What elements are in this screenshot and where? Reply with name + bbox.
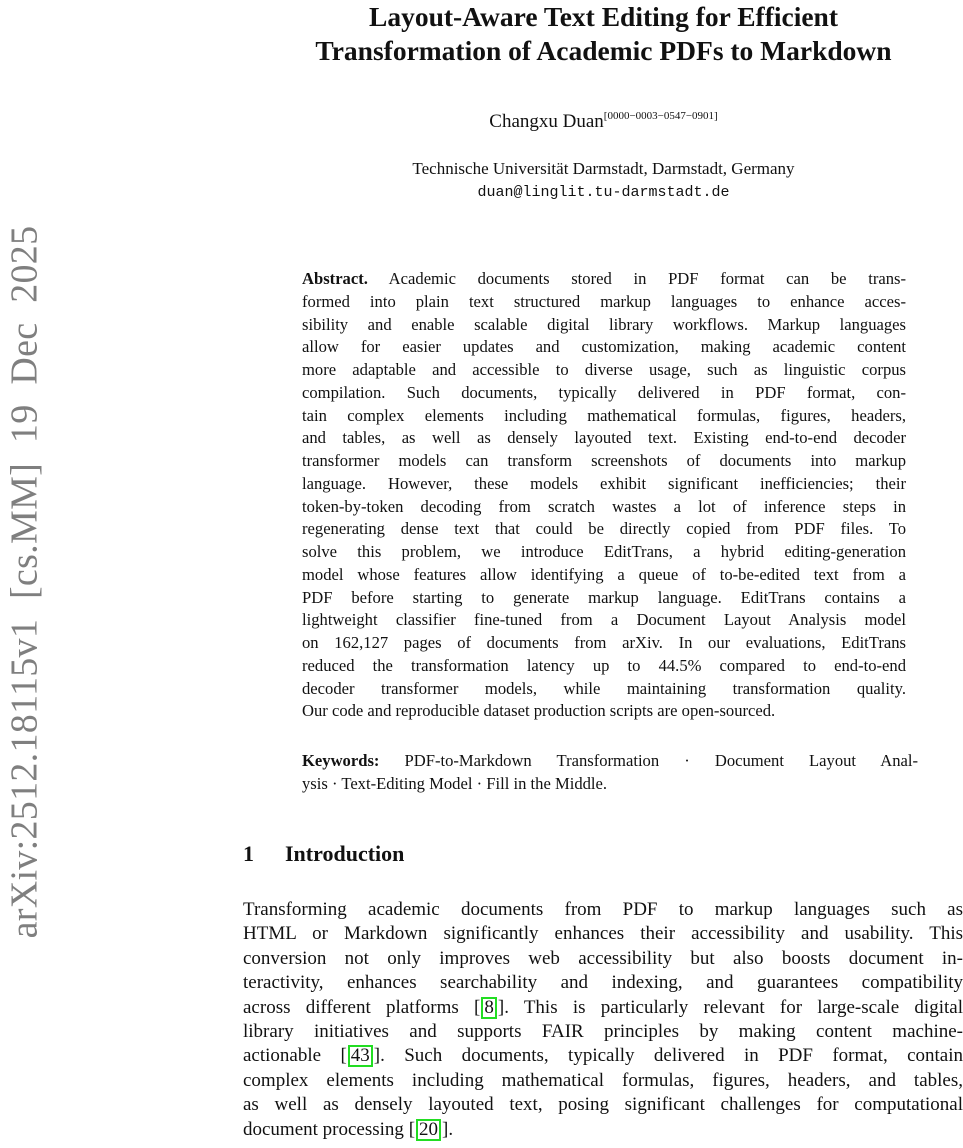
- abstract-line: solve this problem, we introduce EditTrans, a hybrid editing-generation: [302, 542, 906, 561]
- affiliation-block: [244, 157, 963, 205]
- abstract-line: PDF before starting to generate markup language. EditTrans contains a: [302, 587, 906, 607]
- citation-link[interactable]: 8: [481, 997, 497, 1019]
- arxiv-date: 19 Dec 2025: [3, 225, 46, 444]
- abstract-line: allow for easier updates and customization, making academic content: [302, 337, 906, 357]
- abstract-line: token-by-token decoding from scratch wastes a lot of inference steps in: [302, 496, 906, 516]
- citation-link[interactable]: 43: [348, 1045, 373, 1067]
- section-heading: [243, 840, 404, 868]
- abstract-line: compilation. Such documents, typically delivered in PDF format, con-: [302, 382, 906, 402]
- intro-line: Transforming academic documents from PDF to markup languages such as: [243, 899, 963, 920]
- title-line-2: Transformation of Academic PDFs to Markdown: [315, 35, 892, 66]
- intro-line: teractivity, enhances searchability and indexing, and guarantees compatibility: [243, 972, 963, 994]
- keywords-line: Keywords: PDF-to-Markdown Transformation · Document Layout Anal-: [302, 751, 918, 770]
- abstract-line: model whose features allow identifying a queue of to-be-edited text from a: [302, 564, 906, 584]
- abstract: [302, 268, 906, 723]
- abstract-line: formed into plain text structured markup languages to enhance acces-: [302, 291, 906, 311]
- abstract-line: Abstract. Academic documents stored in PDF format can be trans-: [302, 269, 906, 288]
- keywords-line: ysis · Text-Editing Model · Fill in the Middle.: [302, 774, 608, 793]
- abstract-line: and tables, as well as densely layouted text. Existing end-to-end decoder: [302, 428, 906, 448]
- abstract-line: decoder transformer models, while maintaining transformation quality.: [302, 678, 906, 698]
- intro-line: as well as densely layouted text, posing significant challenges for computational: [243, 1094, 963, 1116]
- author-orcid: [0000−0003−0547−0901]: [603, 110, 718, 122]
- introduction-paragraph: [243, 898, 963, 1142]
- arxiv-side-stamp: [4, 206, 44, 958]
- author-block: [244, 110, 963, 134]
- abstract-line: regenerating dense text that could be directly copied from PDF files. To: [302, 519, 906, 539]
- section-title: Introduction: [285, 841, 405, 866]
- paper-title: [244, 0, 963, 68]
- keywords-label: Keywords:: [302, 751, 380, 770]
- abstract-line: language. However, these models exhibit significant inefficiencies; their: [302, 473, 906, 493]
- author-email[interactable]: duan@linglit.tu-darmstadt.de: [477, 184, 730, 201]
- institution: Technische Universität Darmstadt, Darmstadt, Germany: [412, 159, 795, 178]
- intro-line: across different platforms [ 8 ]. This is particularly relevant for large-scale digital: [243, 996, 963, 1018]
- citation-link[interactable]: 20: [416, 1119, 441, 1141]
- abstract-line: sibility and enable scalable digital library workflows. Markup languages: [302, 314, 906, 334]
- intro-line: library initiatives and supports FAIR principles by making content machine-: [243, 1020, 963, 1042]
- intro-line: actionable [ 43 ]. Such documents, typically delivered in PDF format, contain: [243, 1045, 963, 1067]
- arxiv-identifier: arXiv:2512.18115v1: [3, 618, 46, 939]
- section-number: 1: [243, 841, 254, 866]
- abstract-line: more adaptable and accessible to diverse usage, such as linguistic corpus: [302, 360, 906, 379]
- intro-line: conversion not only improves web accessibility but also boosts document in-: [243, 947, 963, 969]
- abstract-line: reduced the transformation latency up to 44.5% compared to end-to-end: [302, 655, 906, 675]
- abstract-line: lightweight classifier fine-tuned from a Document Layout Analysis model: [302, 610, 906, 630]
- intro-line: HTML or Markdown significantly enhances their accessibility and usability. This: [243, 923, 963, 945]
- abstract-line: tain complex elements including mathematical formulas, figures, headers,: [302, 405, 906, 425]
- abstract-label: Abstract.: [302, 269, 368, 288]
- intro-line: complex elements including mathematical formulas, figures, headers, and tables,: [243, 1069, 963, 1091]
- author-name: Changxu Duan: [489, 111, 604, 132]
- abstract-line: Our code and reproducible dataset production scripts are open-sourced.: [302, 701, 776, 721]
- keywords: [302, 749, 918, 795]
- intro-line: document processing [ 20 ].: [243, 1118, 454, 1140]
- abstract-line: on 162,127 pages of documents from arXiv. In our evaluations, EditTrans: [302, 633, 906, 652]
- arxiv-category: [cs.MM]: [3, 462, 46, 600]
- abstract-line: transformer models can transform screenshots of documents into markup: [302, 451, 906, 470]
- title-line-1: Layout-Aware Text Editing for Efficient: [368, 1, 839, 32]
